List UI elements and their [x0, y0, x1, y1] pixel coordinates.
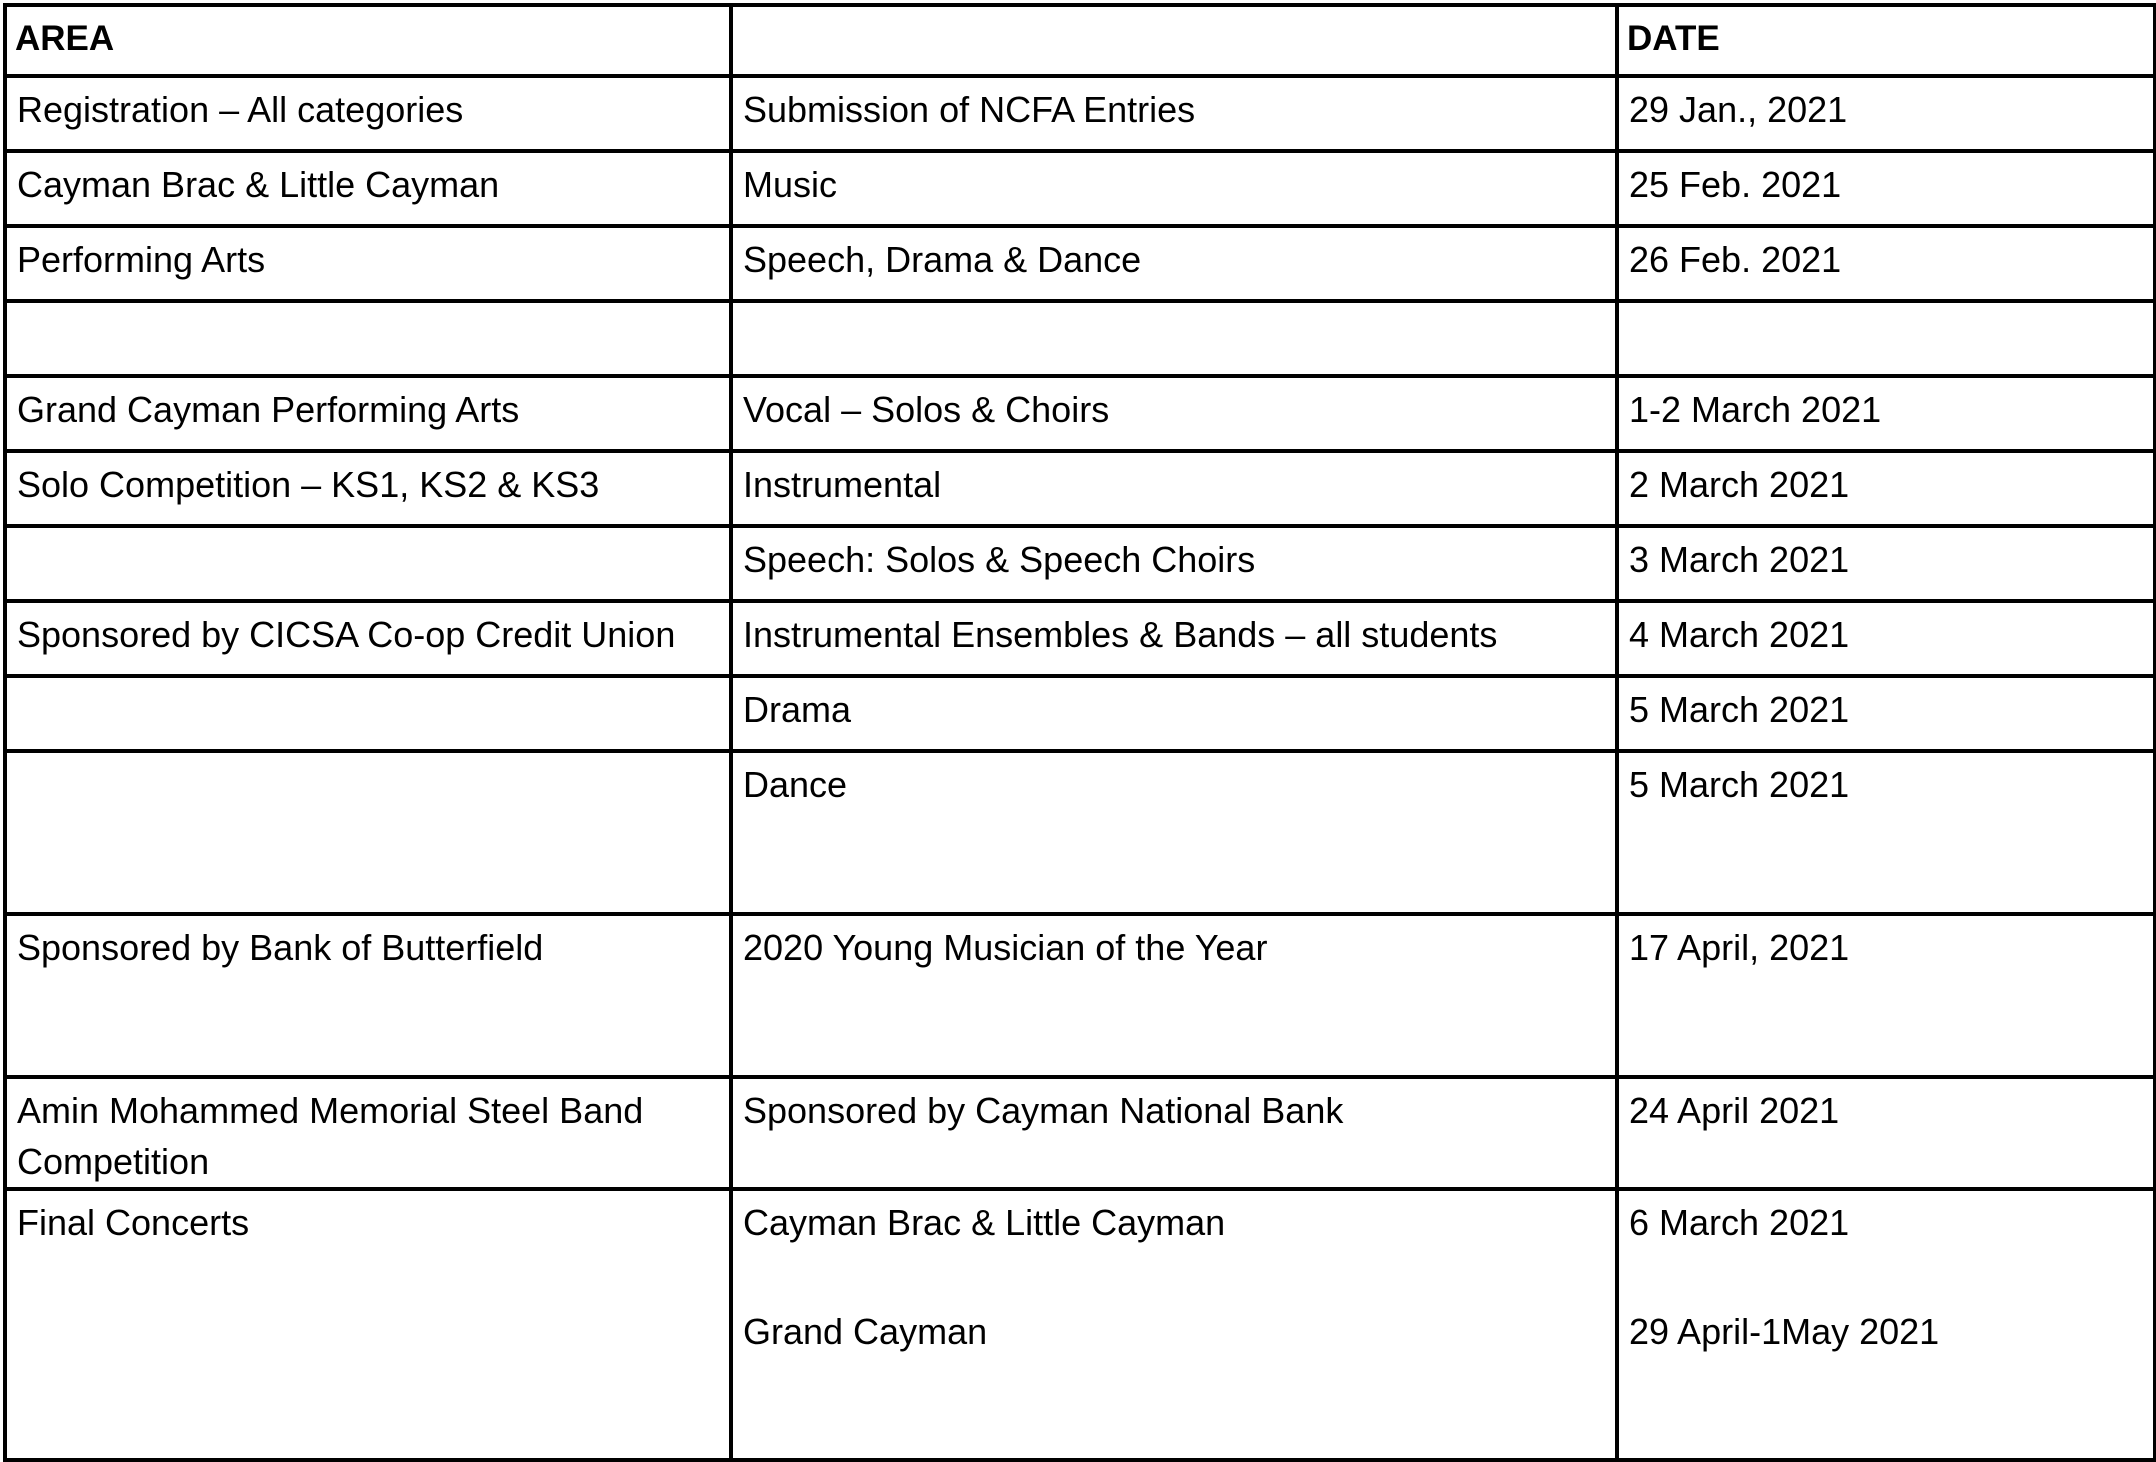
event-cell: Dance	[731, 751, 1617, 914]
final-event-line: Grand Cayman	[743, 1311, 988, 1352]
event-cell: Instrumental Ensembles & Bands – all students	[731, 601, 1617, 676]
table-row	[5, 151, 2155, 226]
area-cell: Final Concerts	[5, 1189, 731, 1460]
area-cell	[5, 526, 731, 601]
final-concerts-row	[5, 1189, 2155, 1460]
event-cell: Drama	[731, 676, 1617, 751]
area-cell	[5, 676, 731, 751]
final-date-line: 6 March 2021	[1629, 1202, 1850, 1243]
area-cell	[5, 301, 731, 376]
area-cell: Sponsored by CICSA Co-op Credit Union	[5, 601, 731, 676]
date-cell: 3 March 2021	[1617, 526, 2155, 601]
table-row	[5, 376, 2155, 451]
date-cell: 4 March 2021	[1617, 601, 2155, 676]
final-event-line: Cayman Brac & Little Cayman	[743, 1202, 1226, 1243]
header-area: AREA	[5, 5, 731, 76]
header-date: DATE	[1617, 5, 2155, 76]
date-cell: 25 Feb. 2021	[1617, 151, 2155, 226]
date-cell: 5 March 2021	[1617, 676, 2155, 751]
event-cell	[731, 1189, 1617, 1460]
date-cell	[1617, 1189, 2155, 1460]
event-cell: 2020 Young Musician of the Year	[731, 914, 1617, 1077]
date-cell: 29 Jan., 2021	[1617, 76, 2155, 151]
date-cell: 2 March 2021	[1617, 451, 2155, 526]
table-row	[5, 914, 2155, 1077]
event-cell: Speech: Solos & Speech Choirs	[731, 526, 1617, 601]
table-row	[5, 676, 2155, 751]
area-cell: Amin Mohammed Memorial Steel Band Competition	[5, 1077, 731, 1189]
area-cell: Cayman Brac & Little Cayman	[5, 151, 731, 226]
table-row	[5, 1077, 2155, 1189]
date-cell: 26 Feb. 2021	[1617, 226, 2155, 301]
event-cell: Submission of NCFA Entries	[731, 76, 1617, 151]
date-cell	[1617, 301, 2155, 376]
table-row	[5, 601, 2155, 676]
event-cell: Instrumental	[731, 451, 1617, 526]
event-cell: Music	[731, 151, 1617, 226]
table-row	[5, 451, 2155, 526]
table-row	[5, 76, 2155, 151]
event-cell	[731, 301, 1617, 376]
header-middle	[731, 5, 1617, 76]
header-row	[5, 5, 2155, 76]
area-cell: Registration – All categories	[5, 76, 731, 151]
final-date-line: 29 April-1May 2021	[1629, 1311, 1940, 1352]
table-row	[5, 226, 2155, 301]
area-cell: Performing Arts	[5, 226, 731, 301]
date-cell: 1-2 March 2021	[1617, 376, 2155, 451]
event-cell: Sponsored by Cayman National Bank	[731, 1077, 1617, 1189]
event-cell: Vocal – Solos & Choirs	[731, 376, 1617, 451]
date-cell: 17 April, 2021	[1617, 914, 2155, 1077]
area-cell: Solo Competition – KS1, KS2 & KS3	[5, 451, 731, 526]
table-row-empty	[5, 301, 2155, 376]
date-cell: 24 April 2021	[1617, 1077, 2155, 1189]
table-row	[5, 751, 2155, 914]
area-cell	[5, 751, 731, 914]
area-cell: Sponsored by Bank of Butterfield	[5, 914, 731, 1077]
event-cell: Speech, Drama & Dance	[731, 226, 1617, 301]
area-cell: Grand Cayman Performing Arts	[5, 376, 731, 451]
table-row	[5, 526, 2155, 601]
date-cell: 5 March 2021	[1617, 751, 2155, 914]
schedule-table	[3, 3, 2156, 1462]
